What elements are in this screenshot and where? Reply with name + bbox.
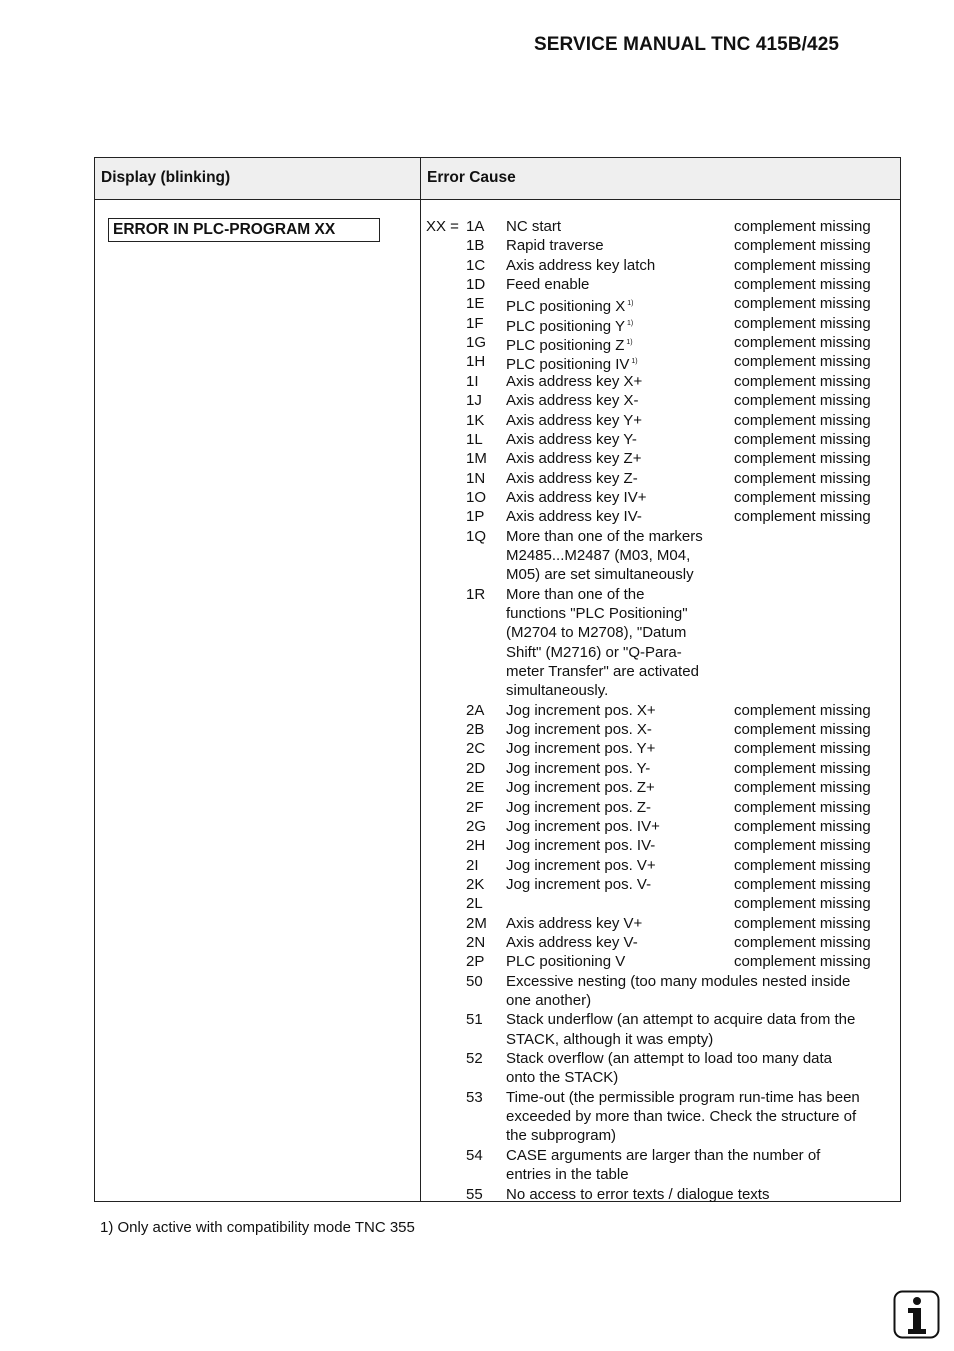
error-code: 51	[466, 1011, 483, 1029]
error-code: 50	[466, 972, 483, 990]
error-status: complement missing	[734, 953, 871, 971]
error-status: complement missing	[734, 218, 871, 235]
error-code: 1Q	[466, 527, 487, 545]
error-code: 1N	[466, 469, 486, 487]
error-status: complement missing	[734, 933, 871, 951]
error-description: NC start	[506, 218, 562, 235]
error-status: complement missing	[734, 740, 871, 758]
error-status: complement missing	[734, 914, 871, 932]
error-description: PLC positioning X $^{1)}$	[506, 298, 634, 316]
error-description: More than one of the markers	[506, 527, 703, 545]
error-description: No access to error texts / dialogue texts	[506, 1185, 770, 1203]
error-code: 1E	[466, 295, 485, 313]
error-status: complement missing	[734, 817, 871, 835]
error-code: 2I	[466, 856, 479, 874]
error-status: complement missing	[734, 372, 871, 390]
error-code: 2E	[466, 779, 485, 797]
footnote-marker: 1)	[627, 300, 634, 308]
error-description: M05) are set simultaneously	[506, 566, 694, 584]
error-code: 2N	[466, 933, 486, 951]
error-code: 1A	[466, 218, 485, 235]
page-title: SERVICE MANUAL TNC 415B/425	[534, 34, 840, 55]
error-status: complement missing	[734, 837, 871, 855]
error-status: complement missing	[734, 430, 871, 448]
error-code: 1J	[466, 392, 482, 410]
error-code: 54	[466, 1146, 483, 1164]
error-status: complement missing	[734, 295, 871, 313]
error-code: 52	[466, 1050, 483, 1068]
error-description: onto the STACK)	[506, 1069, 619, 1087]
error-code: 2C	[466, 740, 486, 758]
error-description: CASE arguments are larger than the number of	[506, 1146, 821, 1164]
error-description: PLC positioning IV $^{1)}$	[506, 356, 638, 374]
info-icon	[893, 1290, 940, 1339]
error-description: Jog increment pos. Y+	[506, 740, 656, 758]
error-description: Shift" (M2716) or "Q-Para-	[506, 643, 682, 661]
error-status: complement missing	[734, 875, 871, 893]
error-code: 1O	[466, 488, 487, 506]
error-code: 2G	[466, 817, 487, 835]
error-description: More than one of the	[506, 585, 645, 603]
error-description: Stack overflow (an attempt to load too many data	[506, 1050, 833, 1068]
error-code: 1P	[466, 508, 485, 526]
error-status: complement missing	[734, 237, 871, 255]
error-status: complement missing	[734, 798, 871, 816]
error-code: 1M	[466, 450, 487, 468]
error-code: 53	[466, 1088, 483, 1106]
error-description: functions "PLC Positioning"	[506, 604, 688, 622]
column-divider	[420, 158, 421, 1201]
table-header-row	[95, 158, 900, 200]
error-status: complement missing	[734, 856, 871, 874]
error-status: complement missing	[734, 508, 871, 526]
error-description: Axis address key Y+	[506, 411, 643, 429]
error-code: 2K	[466, 875, 485, 893]
error-description: Stack underflow (an attempt to acquire data from the	[506, 1011, 856, 1029]
error-description: Jog increment pos. Z+	[506, 779, 655, 797]
error-code: 1R	[466, 585, 486, 603]
error-description: Axis address key Z-	[506, 469, 638, 487]
error-description: one another)	[506, 991, 592, 1009]
error-code: 2M	[466, 914, 487, 932]
error-status: complement missing	[734, 353, 871, 371]
error-description: Axis address key X-	[506, 392, 639, 410]
error-description: Time-out (the permissible program run-time has been	[506, 1088, 860, 1106]
error-description: Excessive nesting (too many modules nested inside	[506, 972, 851, 990]
error-status: complement missing	[734, 450, 871, 468]
error-code: 2D	[466, 759, 486, 777]
error-description: STACK, although it was empty)	[506, 1030, 714, 1048]
error-description: PLC positioning V	[506, 953, 626, 971]
error-status: complement missing	[734, 276, 871, 294]
error-code: 2P	[466, 953, 485, 971]
error-status: complement missing	[734, 779, 871, 797]
error-code: 1D	[466, 276, 486, 294]
error-status: complement missing	[734, 895, 871, 913]
error-code: 2L	[466, 895, 483, 913]
error-description: Jog increment pos. Y-	[506, 759, 651, 777]
error-description: Axis address key IV-	[506, 508, 642, 526]
error-code: 2A	[466, 701, 485, 719]
error-description: Feed enable	[506, 276, 590, 294]
error-description: PLC positioning Y $^{1)}$	[506, 317, 634, 335]
error-code: 2F	[466, 798, 484, 816]
error-description: Jog increment pos. V+	[506, 856, 656, 874]
error-status: complement missing	[734, 488, 871, 506]
error-description: simultaneously.	[506, 682, 609, 700]
error-code: 2H	[466, 837, 486, 855]
display-message-box: ERROR IN PLC-PROGRAM XX	[108, 218, 380, 242]
error-description: Axis address key latch	[506, 256, 656, 274]
display-column-header: Display (blinking)	[101, 169, 231, 186]
error-code: 1G	[466, 334, 487, 352]
error-description: meter Transfer" are activated	[506, 663, 699, 681]
error-status: complement missing	[734, 256, 871, 274]
error-description: Axis address key X+	[506, 372, 643, 390]
error-description: Axis address key Z+	[506, 450, 642, 468]
error-description: Axis address key Y-	[506, 430, 637, 448]
error-code: 1L	[466, 430, 483, 448]
error-description: Jog increment pos. X-	[506, 721, 652, 739]
error-code: 1F	[466, 314, 484, 332]
error-cause-column-header: Error Cause	[427, 169, 516, 186]
error-status: complement missing	[734, 759, 871, 777]
footnote-marker: 1)	[626, 339, 633, 347]
error-status: complement missing	[734, 411, 871, 429]
error-status: complement missing	[734, 314, 871, 332]
error-description: (M2704 to M2708), "Datum	[506, 624, 687, 642]
error-description: the subprogram)	[506, 1127, 617, 1145]
error-description: Axis address key V+	[506, 914, 643, 932]
error-description: entries in the table	[506, 1166, 629, 1184]
error-description: M2485...M2487 (M03, M04,	[506, 546, 691, 564]
error-code: 1C	[466, 256, 486, 274]
error-status: complement missing	[734, 721, 871, 739]
error-status: complement missing	[734, 469, 871, 487]
error-description: Rapid traverse	[506, 237, 604, 255]
error-code: 1H	[466, 353, 486, 371]
error-table	[94, 157, 901, 1202]
error-description: Jog increment pos. Z-	[506, 798, 652, 816]
error-code: 2B	[466, 721, 485, 739]
error-description: Axis address key V-	[506, 933, 638, 951]
error-description: Axis address key IV+	[506, 488, 647, 506]
error-status: complement missing	[734, 334, 871, 352]
error-description: Jog increment pos. V-	[506, 875, 652, 893]
footnote-marker: 1)	[626, 319, 634, 327]
error-status: complement missing	[734, 392, 871, 410]
footnote-marker: 1)	[631, 358, 638, 366]
error-code: 1B	[466, 237, 485, 255]
error-code: 1K	[466, 411, 485, 429]
error-code: 55	[466, 1185, 483, 1203]
error-status: complement missing	[734, 701, 871, 719]
error-description: Jog increment pos. IV-	[506, 837, 656, 855]
error-code: 1I	[466, 372, 479, 390]
footnote: 1) Only active with compatibility mode TNC 355	[100, 1219, 415, 1236]
error-description: PLC positioning Z $^{1)}$	[506, 337, 633, 355]
code-prefix: XX =	[426, 218, 459, 235]
error-description: Jog increment pos. IV+	[506, 817, 660, 835]
error-description: exceeded by more than twice. Check the structure of	[506, 1108, 857, 1126]
error-description: Jog increment pos. X+	[506, 701, 656, 719]
